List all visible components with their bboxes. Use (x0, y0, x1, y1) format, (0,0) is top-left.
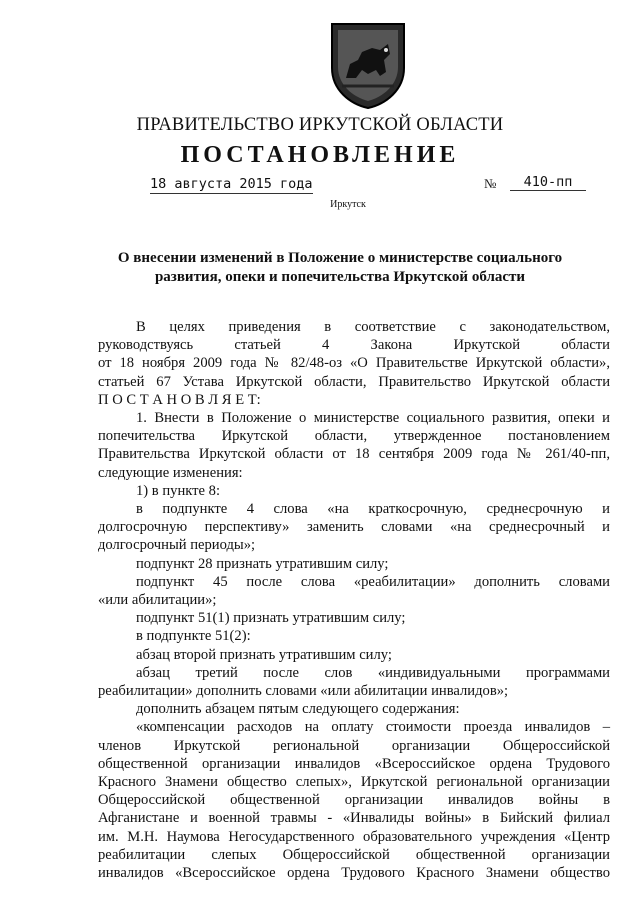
body-line: 1) в пункте 8: (136, 482, 221, 499)
body-line: реабилитации слепых Общероссийской общественной организации (98, 846, 610, 863)
body-line: «компенсации расходов на оплату стоимости проезда инвалидов – (136, 719, 610, 736)
body-line: абзац третий после слов «индивидуальными программами (136, 664, 610, 681)
title-line: развития, опеки и попечительства Иркутской области (154, 269, 526, 285)
decree-title (100, 249, 580, 287)
decree-date-value: 18 августа 2015 года (150, 176, 313, 192)
body-line: попечительства Иркутской области, утвержденное постановлением (98, 428, 610, 445)
body-line: долгосрочный периоды»; (98, 537, 256, 554)
body-line: долгосрочную перспективу» заменить словами «на среднесрочный и (98, 519, 610, 536)
body-line: руководствуясь статьей 4 Закона Иркутской области (98, 337, 610, 354)
decree-date (150, 176, 313, 192)
decree-number: 410-пп (510, 174, 586, 191)
body-line: подпункт 51(1) признать утратившим силу; (136, 610, 406, 627)
body-line: В целях приведения в соответствие с законодательством, (136, 319, 610, 335)
city: Иркутск (330, 199, 366, 210)
body-line: подпункт 28 признать утратившим силу; (136, 555, 389, 572)
body-line: от 18 ноября 2009 года № 82/48-оз «О Правительстве Иркутской области», (98, 355, 610, 372)
title-line: О внесении изменений в Положение о министерстве социального (117, 250, 563, 266)
body-line: Красного Знамени общество слепых», Иркутской региональной организации (98, 774, 610, 791)
body-line: им. М.Н. Наумова Негосударственного образовательного учреждения «Центр (98, 828, 610, 845)
body-line: Общероссийской общественной организации инвалидов войны в (98, 792, 610, 809)
body-line: в подпункте 51(2): (136, 628, 251, 645)
number-sign: № (484, 176, 497, 191)
document-type: ПОСТАНОВЛЕНИЕ (180, 142, 460, 168)
body-line: реабилитации» дополнить словами «или абилитации инвалидов»; (98, 683, 509, 700)
body-line: в подпункте 4 слова «на краткосрочную, среднесрочную и (136, 501, 610, 518)
body-line: подпункт 45 после слова «реабилитации» дополнить словами (136, 573, 610, 590)
body-line: следующие изменения: (98, 464, 243, 481)
body-line: общественной организации инвалидов «Всероссийское ордена Трудового (98, 755, 610, 772)
body-line: П О С Т А Н О В Л Я Е Т: (98, 391, 261, 408)
body-line: абзац второй признать утратившим силу; (136, 646, 392, 663)
body-line: дополнить абзацем пятым следующего содержания: (136, 701, 460, 718)
government-name: ПРАВИТЕЛЬСТВО ИРКУТСКОЙ ОБЛАСТИ (136, 115, 504, 135)
body-line: Афганистане и военной травмы - «Инвалиды войны» в Бийский филиал (98, 810, 610, 827)
body-line: «или абилитации»; (98, 592, 217, 609)
body-line: статьей 67 Устава Иркутской области, Правительство Иркутской области (98, 373, 610, 390)
body-line: инвалидов «Всероссийское ордена Трудового Красного Знамени общество (98, 865, 610, 882)
body-line: членов Иркутской региональной организации Общероссийской (98, 737, 610, 754)
coat-of-arms-icon (328, 20, 408, 110)
decree-body (98, 318, 610, 882)
body-line: 1. Внести в Положение о министерстве социального развития, опеки и (136, 410, 610, 427)
body-line: Правительства Иркутской области от 18 сентября 2009 года № 261/40-пп, (98, 446, 610, 463)
